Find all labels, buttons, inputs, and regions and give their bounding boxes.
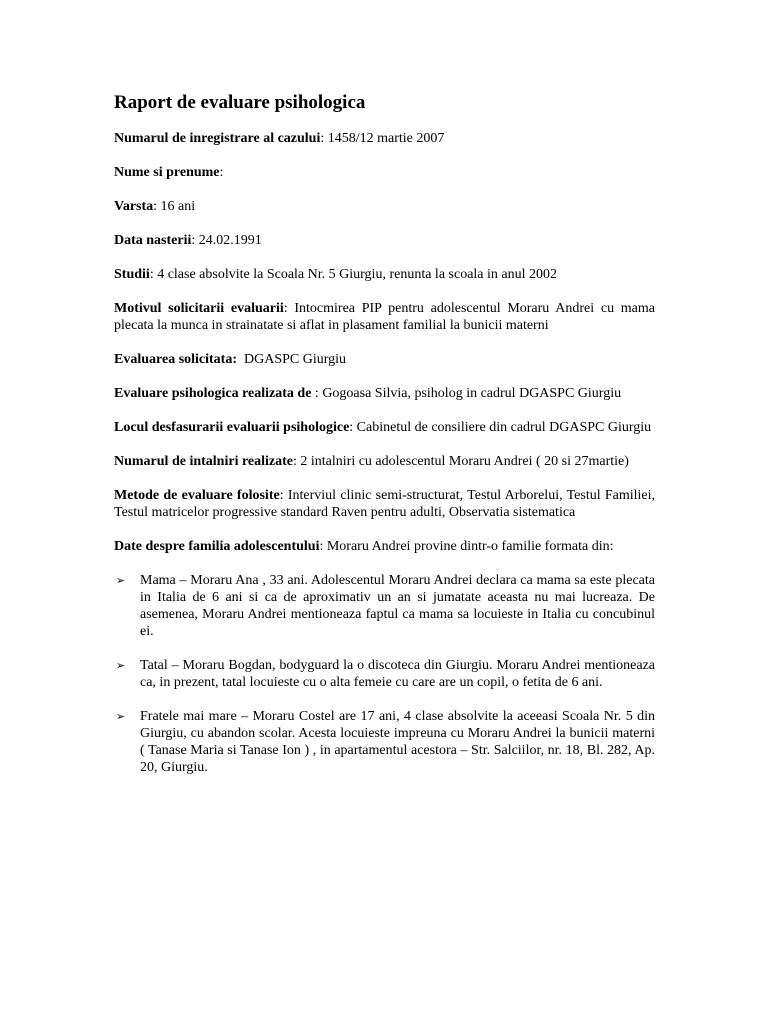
arrowhead-bullet-icon: ➢ <box>116 574 126 587</box>
field-evaluation-methods <box>114 487 655 521</box>
field-separator: : <box>293 454 301 469</box>
field-value: Cabinetul de consiliere din cadrul DGASPC Giurgiu <box>356 420 652 435</box>
list-item-text: Mama – Moraru Ana , 33 ani. Adolescentul Moraru Andrei declara ca mama sa este plecata in Italia de 6 ani si ca de aproximativ un an si jumatate aceasta nu mai lucreaza. De asemenea, Moraru Andrei mentioneaza faptul ca mama sa locuieste in Italia cu concubinul ei. <box>140 573 655 639</box>
field-evaluation-reason <box>114 300 655 334</box>
field-label: Nume si prenume <box>114 165 220 180</box>
field-separator: : <box>279 488 288 503</box>
field-separator: : <box>311 386 323 401</box>
field-age <box>114 198 655 215</box>
field-value: 1458/12 martie 2007 <box>327 131 445 146</box>
field-evaluation-location <box>114 419 655 436</box>
field-separator: : <box>191 233 199 248</box>
list-item-text: Tatal – Moraru Bogdan, bodyguard la o discoteca din Giurgiu. Moraru Andrei mentioneaza ca, in prezent, tatal locuieste cu o alta femeie cu care are un copil, o fetita de 6 ani. <box>140 658 655 690</box>
list-item <box>114 708 655 776</box>
field-full-name <box>114 164 655 181</box>
field-studies <box>114 266 655 283</box>
field-birth-date <box>114 232 655 249</box>
field-separator: : <box>283 301 295 316</box>
document-content <box>114 92 655 793</box>
field-separator: : <box>320 131 328 146</box>
list-item <box>114 657 655 691</box>
field-value: 24.02.1991 <box>198 233 262 248</box>
field-label: Varsta <box>114 199 154 214</box>
field-value: DGASPC Giurgiu <box>244 352 347 367</box>
field-value: Interviul clinic semi-structurat, Testul Arborelui, Testul Familiei, Testul matricelor progressive standard Raven pentru adulti, Observatia sistematica <box>114 488 656 520</box>
field-separator: : <box>153 199 161 214</box>
document-title: Raport de evaluare psihologica <box>114 92 366 113</box>
field-label: Motivul solicitarii evaluarii <box>114 301 284 316</box>
field-separator: : <box>319 539 327 554</box>
field-separator <box>237 352 244 367</box>
field-value: 2 intalniri cu adolescentul Moraru Andrei ( 20 si 27martie) <box>300 454 629 469</box>
field-value: Gogoasa Silvia, psiholog in cadrul DGASPC Giurgiu <box>322 386 622 401</box>
field-case-number <box>114 130 655 147</box>
field-value: 16 ani <box>160 199 196 214</box>
field-value: Intocmirea PIP pentru adolescentul Moraru Andrei cu mama plecata la munca in strainatate si aflat in plasament familial la bunicii materni <box>114 301 655 333</box>
field-label: Evaluarea solicitata: <box>114 352 238 367</box>
field-requested-by <box>114 351 655 368</box>
field-label: Locul desfasurarii evaluarii psihologice <box>114 420 350 435</box>
field-label: Evaluare psihologica realizata de <box>114 386 312 401</box>
field-separator: : <box>349 420 357 435</box>
field-label: Numarul de intalniri realizate <box>114 454 293 469</box>
field-label: Date despre familia adolescentului <box>114 539 320 554</box>
field-separator: : <box>219 165 224 180</box>
field-label: Numarul de inregistrare al cazului <box>114 131 321 146</box>
field-label: Metode de evaluare folosite <box>114 488 280 503</box>
field-value: Moraru Andrei provine dintr-o familie formata din: <box>326 539 614 554</box>
list-item <box>114 572 655 640</box>
field-family-info <box>114 538 655 555</box>
field-label: Studii <box>114 267 150 282</box>
field-separator: : <box>149 267 158 282</box>
field-value: 4 clase absolvite la Scoala Nr. 5 Giurgiu, renunta la scoala in anul 2002 <box>157 267 558 282</box>
arrowhead-bullet-icon: ➢ <box>116 659 126 672</box>
arrowhead-bullet-icon: ➢ <box>116 710 126 723</box>
field-evaluated-by <box>114 385 655 402</box>
list-item-text: Fratele mai mare – Moraru Costel are 17 ani, 4 clase absolvite la aceeasi Scoala Nr. 5 din Giurgiu, cu abandon scolar. Acesta locuieste impreuna cu Moraru Andrei la bunicii materni ( Tanase Maria si Tanase Ion ) , in apartamentul acestora – Str. Salciilor, nr. 18, Bl. 282, Ap. 20, Giurgiu. <box>140 709 655 775</box>
family-members-list <box>114 572 655 776</box>
field-label: Data nasterii <box>114 233 192 248</box>
field-meetings-count <box>114 453 655 470</box>
